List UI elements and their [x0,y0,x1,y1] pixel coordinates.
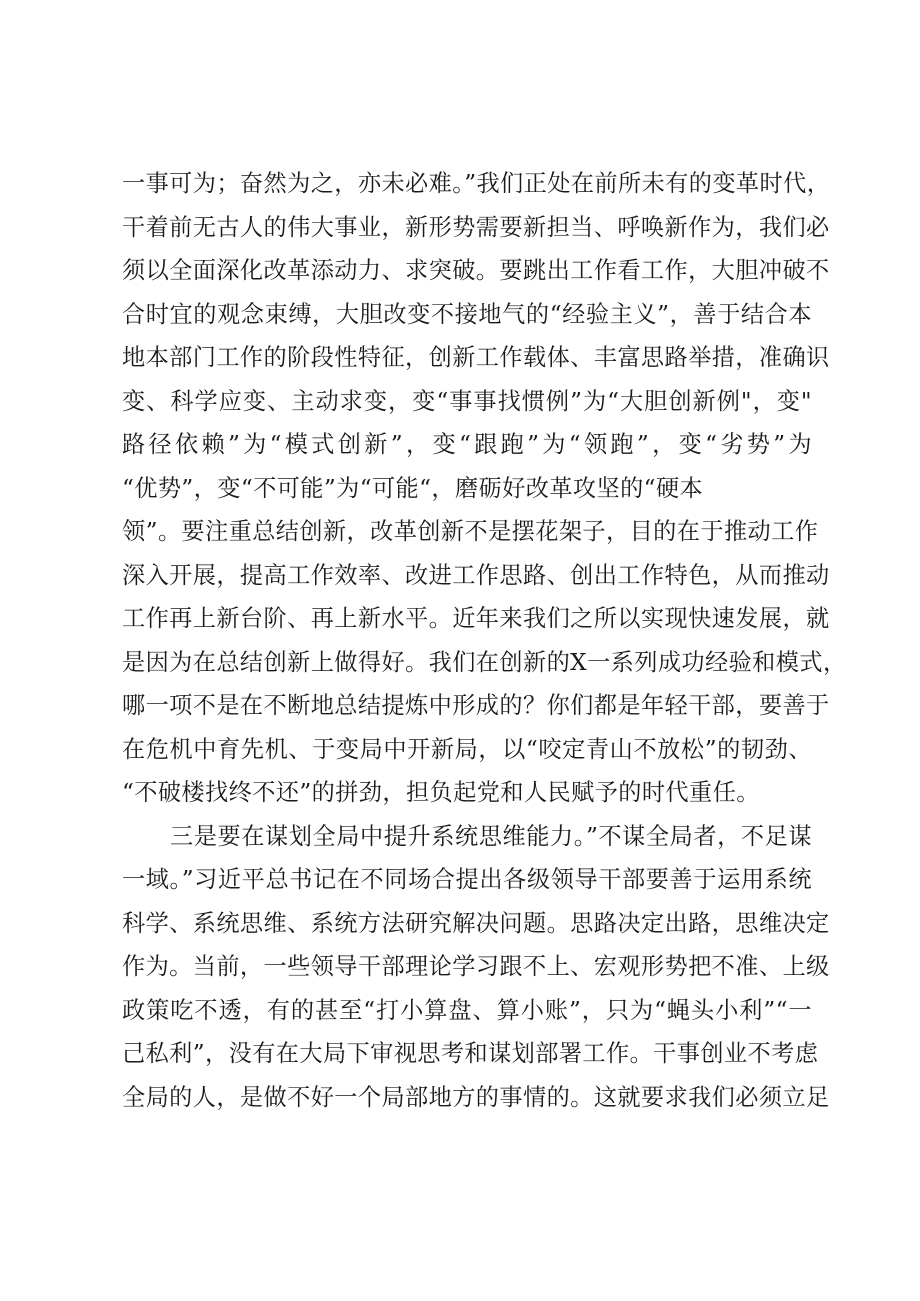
text-line: “不破楼找终不还”的拼劲，担负起党和人民赋予的时代重任。 [122,779,760,806]
text-line: 变、科学应变、主动求变，变“事事找惯例”为“大胆创新例"，变" [122,387,812,415]
text-line: “优势”，变“不可能”为“可能“，磨砺好改革攻坚的“硬本 [122,474,704,502]
text-line: 全局的人，是做不好一个局部地方的事情的。这就要求我们必须立足 [122,1083,830,1111]
text-line: 地本部门工作的阶段性特征，创新工作载体、丰富思路举措，准确识 [122,344,830,371]
body-text [122,162,847,1119]
text-line: 工作再上新台阶、再上新水平。近年来我们之所以实现快速发展，就 [122,605,830,632]
text-line: 是因为在总结创新上做得好。我们在创新的X一系列成功经验和模式， [122,648,847,676]
text-line: 三是要在谋划全局中提升系统思维能力。”不谋全局者，不足谋 [170,822,812,850]
text-line: 干着前无古人的伟大事业，新形势需要新担当、呼唤新作为，我们必 [122,213,830,241]
text-line: 科学、系统思维、系统方法研究解决问题。思路决定出路，思维决定 [122,909,830,937]
text-line: 须以全面深化改革添动力、求突破。要跳出工作看工作，大胆冲破不 [122,257,830,284]
text-line: 深入开展，提高工作效率、改进工作思路、创出工作特色，从而推动 [122,561,830,589]
text-line: 一事可为；奋然为之，亦未必难。”我们正处在前所未有的变革时代， [122,170,831,197]
text-line: 哪一项不是在不断地总结提炼中形成的？你们都是年轻干部，要善于 [122,692,830,719]
text-line: 一域。”习近平总书记在不同场合提出各级领导干部要善于运用系统 [122,866,812,893]
text-line: 领”。要注重总结创新，改革创新不是摆花架子，目的在于推动工作 [122,518,819,545]
text-line: 在危机中育先机、于变局中开新局，以“咬定青山不放松”的韧劲、 [122,735,812,763]
text-line: 作为。当前，一些领导干部理论学习跟不上、宏观形势把不准、上级 [122,953,830,980]
text-line: 合时宜的观念束缚，大胆改变不接地气的“经验主义”，善于结合本 [122,300,812,328]
text-line: 路径依赖”为“模式创新”，变“跟跑”为“领跑”，变“劣势”为 [122,431,812,458]
text-line: 政策吃不透，有的甚至“打小算盘、算小账”，只为“蝇头小利”“一 [122,996,812,1024]
text-line: 己私利”，没有在大局下审视思考和谋划部署工作。干事创业不考虑 [122,1040,819,1067]
